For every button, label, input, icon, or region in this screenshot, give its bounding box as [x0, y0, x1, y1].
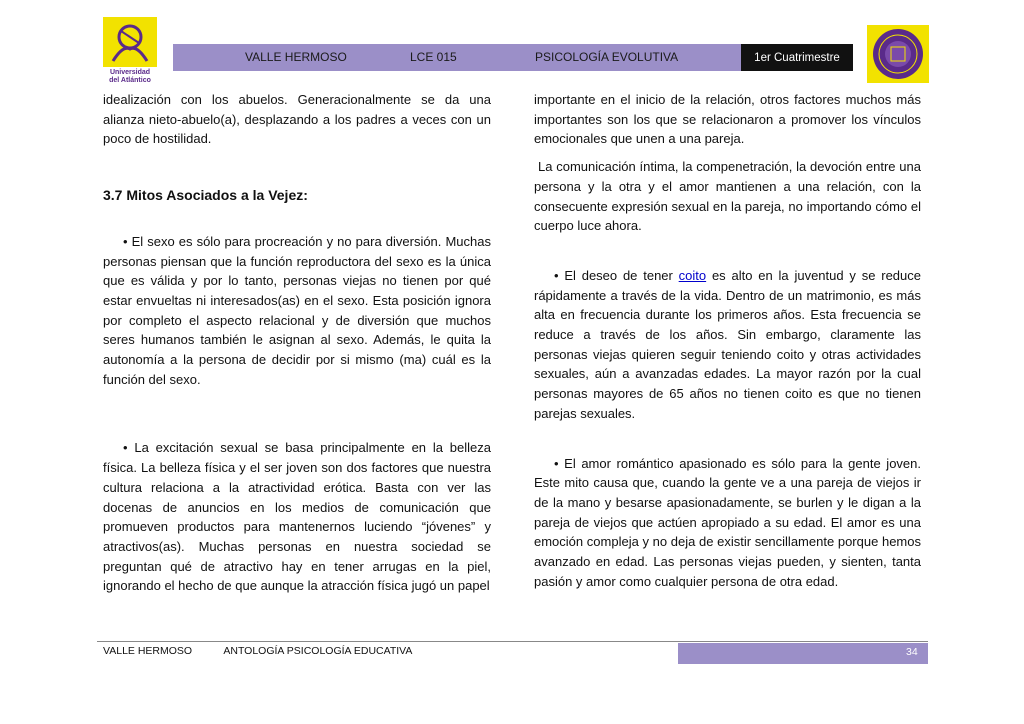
myth-1-paragraph: • El sexo es sólo para procreación y no para diversión. Muchas personas piensan que la función reproductora del sexo es la única que es válida y por lo tanto, personas viejas no tienen por qué estar envueltas ni interesados(as) en el sexo. Esta posición ignora por completo el aspecto relacional y de diversión que muchos seres humanos también le asignan al sexo. Además, le quita la autonomía a la persona de decidir por si mismo (ma) cuál es la función del sexo. — [103, 233, 491, 387]
footer-left — [103, 645, 412, 657]
coito-link[interactable]: coito — [678, 267, 707, 283]
header-place: VALLE HERMOSO — [245, 50, 347, 64]
myth-2-paragraph: • La excitación sexual se basa principalmente en la belleza física. La belleza física y el ser joven son dos factores que nuestra cultura relaciona a la atractividad erótica. Basta con ver las docenas de anuncios en los medios de comunicación que promueven productos para mantenernos luciendo “jóvenes” y atractivos(as). Muchas personas en nuestra sociedad se preguntan qué de atractivo hay en tener arrugas en la piel, ignorando el hecho de que aunque la atracción física jugó un papel — [103, 440, 491, 594]
header-subject: PSICOLOGÍA EVOLUTIVA — [535, 50, 679, 64]
footer-place: VALLE HERMOSO — [103, 645, 193, 657]
myth-4-paragraph: • El amor romántico apasionado es sólo para la gente joven. Este mito causa que, cuando la gente ve a una pareja de viejos ir de la mano y besarse apasionadamente, se burlen y le digan a la pareja de viejos que actúen apropiado a su edad. El amor es una emoción compleja y no deja de existir sencillamente porque hemos avanzado en edad. Las personas viejas pueden, y sienten, tanta pasión y amor como cualquier persona de otra edad. — [534, 455, 921, 589]
left-column — [103, 90, 491, 596]
logo-text-line1: Universidad — [109, 69, 151, 76]
footer-divider — [97, 641, 928, 642]
continuation-paragraph: importante en el inicio de la relación, otros factores muchos más importantes son los que se relacionaron a promover los vínculos emocionales que unen a una pareja. — [534, 92, 921, 147]
intro-paragraph: idealización con los abuelos. Generacionalmente se da una alianza nieto-abuelo(a), desplazando a los padres a veces con un poco de hostilidad. — [103, 92, 491, 147]
footer-title: ANTOLOGÍA PSICOLOGÍA EDUCATIVA — [223, 645, 413, 657]
myth-3-text-before: • El deseo de tener — [554, 267, 679, 283]
header-term: 1er Cuatrimestre — [741, 44, 853, 71]
right-column — [534, 90, 921, 591]
footer-bar — [678, 643, 928, 664]
communication-paragraph: La comunicación íntima, la compenetración, la devoción entre una persona y la otra y el amor mantienen a una relación, con la consecuente expresión sexual en la pareja, no importando cómo el cuerpo luce ahora. — [534, 159, 921, 234]
header-bar — [173, 44, 853, 71]
header-code: LCE 015 — [410, 50, 457, 64]
myth-3-paragraph — [534, 266, 921, 424]
seal-logo — [867, 25, 929, 83]
myth-3-text-after: es alto en la juventud y se reduce rápidamente a través de la vida. Dentro de un matrimonio, es más alta en frecuencia durante los primeros años. Esta frecuencia se reduce a través de los años. Sin embargo, claramente las personas viejas quieren seguir teniendo coito y otras actividades sexuales, aún a avanzadas edades. La mayor razón por la cual personas mayores de 65 años no tienen coito es que no tienen parejas sexuales. — [534, 267, 921, 421]
page-number: 34 — [906, 646, 918, 658]
section-heading: 3.7 Mitos Asociados a la Vejez: — [103, 187, 308, 204]
logo-text-line2: del Atlántico — [109, 77, 151, 83]
university-logo — [103, 17, 157, 83]
